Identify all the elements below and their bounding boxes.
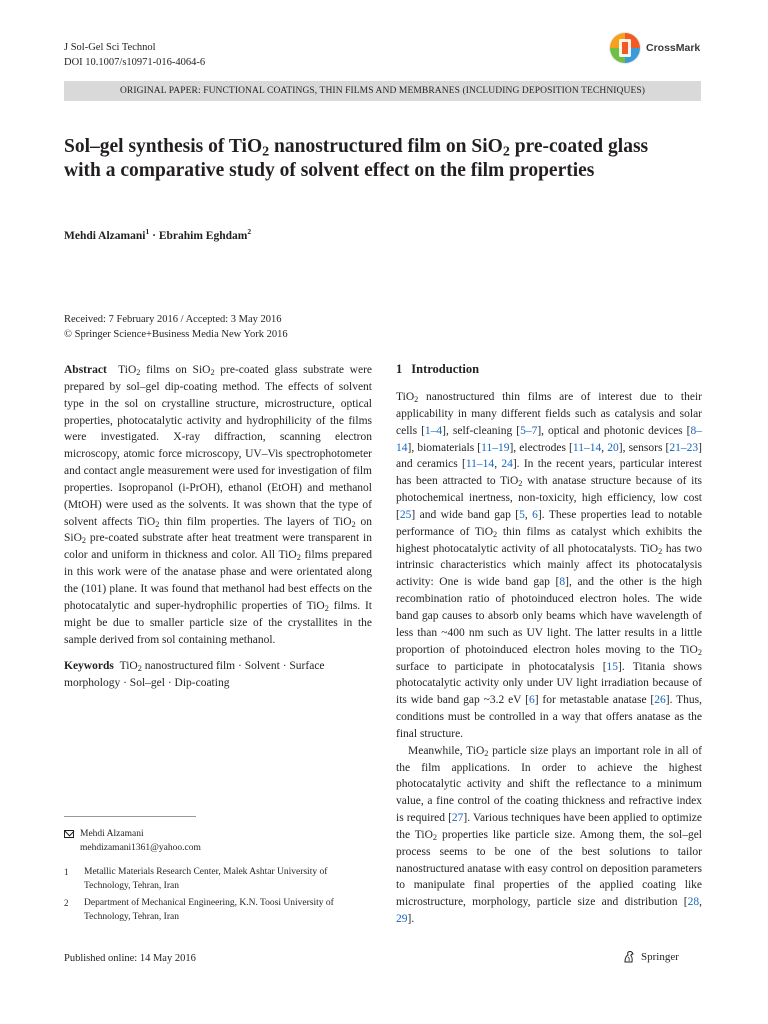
affiliation-number: 2 [64, 898, 69, 908]
citation-link[interactable]: 21–23 [669, 441, 699, 454]
journal-header [64, 40, 205, 70]
author-name[interactable]: Ebrahim Eghdam [158, 229, 248, 242]
abstract-section [64, 362, 372, 692]
affiliation-text: Metallic Materials Research Center, Malek Ashtar University of Technology, Tehran, Iran [84, 867, 328, 891]
springer-label: Springer [641, 951, 679, 963]
citation-link[interactable]: 29 [396, 913, 408, 926]
introduction-body [396, 389, 702, 928]
keywords: Keywords TiO$_2$ nanostructured film · Solvent · Surface morphology · Sol–gel · Dip-coating [64, 660, 325, 690]
springer-logo[interactable] [622, 950, 679, 964]
citation-link[interactable]: 26 [654, 694, 666, 707]
springer-horse-icon [622, 950, 636, 964]
citation-link[interactable]: 11–19 [481, 441, 510, 454]
affiliation-text: Department of Mechanical Engineering, K.N. Toosi University of Technology, Tehran, Iran [84, 898, 334, 922]
article-type-banner: ORIGINAL PAPER: FUNCTIONAL COATINGS, THIN FILMS AND MEMBRANES (INCLUDING DEPOSITION TECHNIQUES) [64, 81, 701, 101]
doi[interactable]: DOI 10.1007/s10971-016-4064-6 [64, 57, 206, 68]
intro-paragraph: Meanwhile, TiO$_2$ particle size plays an important role in all of the film applications. In order to achieve the highest photocatalytic activity and shift the reflectance to a minimum value, a fine control of the coating thickness and refractive index is required [27]. Various techniques have been applied to optimize the TiO$_2$ properties like particle size. Among them, the sol–gel process seems to be one of the best solutions to tailor nanostructured anatase with easy control on deposition parameters to manipulate final properties of the applied coating like microstructure, morphology, particle size and distribution [28, 29]. [396, 744, 702, 926]
citation-link[interactable]: 6 [532, 508, 538, 521]
copyright: © Springer Science+Business Media New York 2016 [64, 328, 288, 340]
affiliation-1 [64, 866, 364, 893]
received-accepted: Received: 7 February 2016 / Accepted: 3 May 2016 [64, 314, 282, 325]
citation-link[interactable]: 28 [687, 896, 700, 909]
abstract-text: Abstract TiO$_2$ films on SiO$_2$ pre-coated glass substrate were prepared by sol–gel dip-coating method. The effects of solvent type in the sol on crystalline structure, microstructure, optical properties, photocatalytic activity and hydrophilicity of the films were investigated. X-ray diffraction, scanning electron microscopy, atomic force microscopy, UV–Vis spectrophotometer and contact angle measurement were used for investigation of film properties. Isopropanol (i-PrOH), ethanol (EtOH) and methanol (MtOH) were used as the solvents. It was shown that the type of solvent affects TiO$_2$ thin film properties. The layers of TiO$_2$ on SiO$_2$ pre-coated substrate after heat treatment were transparent in color and uniform in thickness and color. All TiO$_2$ films prepared in this work were of the anatase phase and were orientated along the (101) plane. It was found that methanol had best effects on the photocatalytic and super-hydrophilic properties of TiO$_2$ films. It might be due to smaller particle size of the crystallites in the sample derived from sol containing methanol. [64, 364, 373, 646]
author-name[interactable]: Mehdi Alzamani [64, 229, 146, 242]
citation-link[interactable]: 24 [501, 458, 513, 471]
citation-link[interactable]: 25 [399, 508, 412, 521]
corresponding-name: Mehdi Alzamani [80, 829, 144, 839]
citation-link[interactable]: 1–4 [424, 424, 443, 437]
crossmark-badge[interactable] [608, 30, 718, 66]
published-online: Published online: 14 May 2016 [64, 953, 196, 964]
intro-paragraph: TiO$_2$ nanostructured thin films are of interest due to their applicability in many different fields such as catalysis and solar cells [1–4], self-cleaning [5–7], optical and photonic devices [8–14], biomaterials [11–19], electrodes [11–14, 20], sensors [21–23] and ceramics [11–14, 24]. In the recent years, particular interest has been attracted to TiO$_2$ with anatase structure because of its photochemical inertness, non-toxicity, high efficiency, low cost [25] and wide band gap [5, 6]. These properties lead to notable performance of TiO$_2$ thin films as catalyst which exhibits the highest photocatalytic activity of all photocatalysts. TiO$_2$ has two intrinsic characteristics which mainly affect its photocatalysis activity: One is wide band gap [8], and the other is the high recombination ratio of photoinduced electron holes. The wide band gap causes to absorb only beams which have wavelength of less than ~400 nm such as UV light. The latter results in a little proportion of photoinduced electron holes moving to the TiO$_2$ surface to participate in photocatalysis [15]. Titania shows photocatalytic activity only under UV light irradiation because of its wide band gap ~3.2 eV [6] for metastable anatase [26]. Thus, conditions must be controlled in a way that offers anatase as the final structure. [396, 391, 702, 740]
corresponding-author [64, 828, 201, 855]
section-heading-introduction: 1 Introduction [396, 362, 480, 376]
author-list: Mehdi Alzamani$^1$ · Ebrahim Eghdam$^2$ [64, 227, 252, 242]
citation-link[interactable]: 8–14 [396, 424, 702, 454]
affiliation-mark: 2 [247, 227, 252, 236]
journal-name: J Sol-Gel Sci Technol [64, 42, 156, 53]
footnote-divider [64, 816, 196, 817]
citation-link[interactable]: 11–14 [465, 458, 495, 471]
paper-title: Sol–gel synthesis of TiO$_2$ nanostructured film on SiO$_2$ pre-coated glass with a comparative study of solvent effect on the film properties [64, 136, 649, 181]
citation-link[interactable]: 5 [519, 508, 525, 521]
envelope-icon [64, 830, 74, 838]
affiliation-2 [64, 897, 364, 924]
citation-link[interactable]: 27 [451, 812, 464, 825]
citation-link[interactable]: 5–7 [520, 424, 538, 437]
keywords-label: Keywords [64, 660, 114, 673]
affiliation-mark: 1 [145, 227, 150, 236]
crossmark-label: CrossMark [646, 42, 701, 54]
citation-link[interactable]: 8 [559, 576, 566, 589]
crossmark-icon [608, 31, 642, 65]
affiliation-number: 1 [64, 867, 69, 877]
citation-link[interactable]: 20 [607, 441, 619, 454]
corresponding-email[interactable]: mehdizamani1361@yahoo.com [80, 842, 201, 853]
publication-history [64, 313, 288, 342]
citation-link[interactable]: 6 [528, 694, 535, 707]
citation-link[interactable]: 11–14 [572, 441, 602, 454]
citation-link[interactable]: 15 [606, 660, 619, 673]
abstract-label: Abstract [64, 364, 107, 376]
